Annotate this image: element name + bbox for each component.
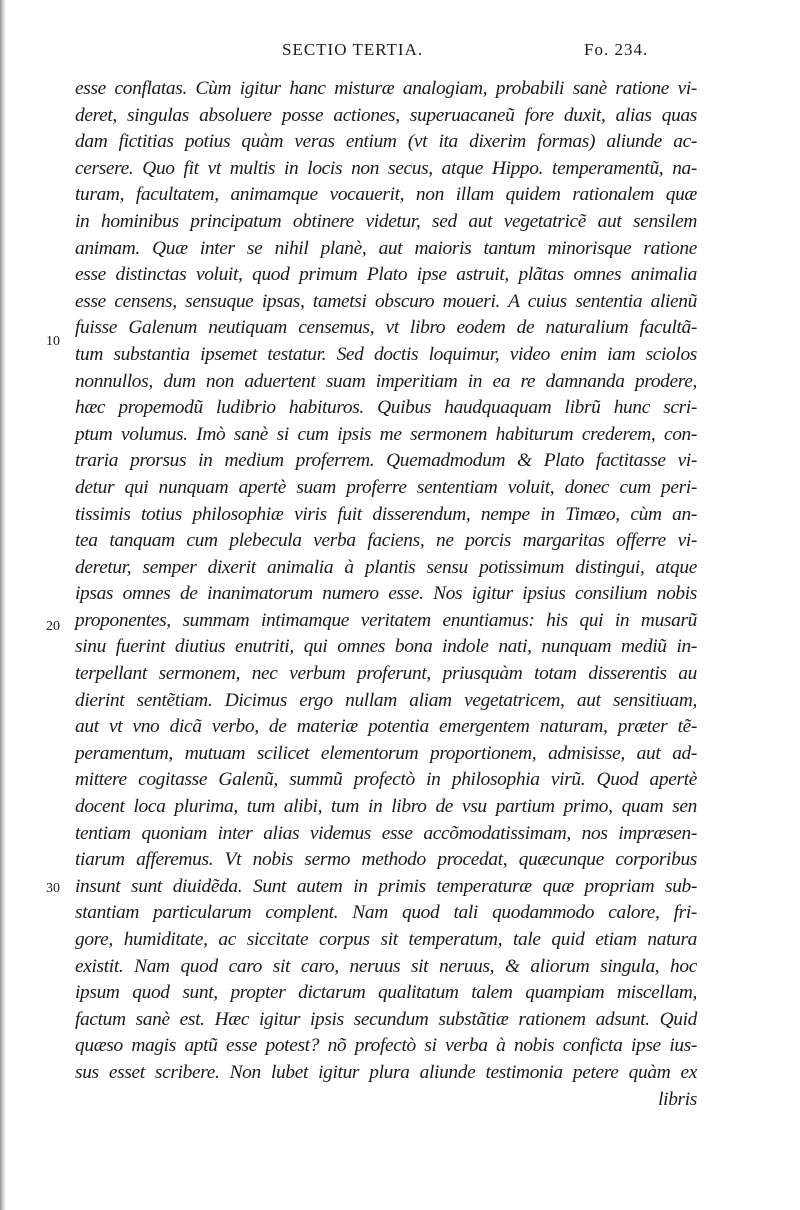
running-head: SECTIO TERTIA. — [282, 40, 424, 59]
text-line: esse distinctas voluit, quod primum Plato ipse astruit, plãtas omnes animalia — [75, 264, 697, 286]
text-line: hæc propemodũ ludibrio habituros. Quibus haudquaquam librũ hunc scri- — [75, 397, 697, 419]
text-line: factum sanè est. Hæc igitur ipsis secundum substãtiæ rationem adsunt. Quid — [75, 1008, 697, 1030]
text-line: tissimis totius philosophiæ viris fuit disserendum, nempe in Timæo, cùm an- — [75, 503, 697, 525]
text-line: nonnullos, dum non aduertent suam imperitiam in ea re damnanda prodere, — [75, 370, 697, 392]
text-line: ipsas omnes de inanimatorum numero esse. Nos igitur ipsius consilium nobis — [75, 583, 697, 605]
text-line: fuisse Galenum neutiquam censemus, vt libro eodem de naturalium facultã- — [75, 317, 697, 339]
catchword: libris — [658, 1088, 697, 1110]
text-line: insunt sunt diuidẽda. Sunt autem in primis temperaturæ quæ propriam sub- — [75, 875, 697, 897]
page-edge-shadow — [0, 0, 6, 1210]
text-line: tum substantia ipsemet testatur. Sed doctis loquimur, video enim iam sciolos — [75, 343, 697, 365]
text-line: tentiam quoniam inter alias videmus esse accõmodatissimam, nos impræsen- — [75, 822, 697, 844]
text-line: peramentum, mutuam scilicet elementorum proportionem, admisisse, aut ad- — [75, 742, 697, 764]
text-line: dierint sentẽtiam. Dicimus ergo nullam aliam vegetatricem, aut sensitiuam, — [75, 689, 697, 711]
text-line: cersere. Quo fit vt multis in locis non secus, atque Hippo. temperamentũ, na- — [75, 157, 697, 179]
text-line: sus esset scribere. Non lubet igitur plura aliunde testimonia petere quàm ex — [75, 1061, 697, 1083]
text-line: quæso magis aptũ esse potest? nõ profectò si verba à nobis conficta ipse ius- — [75, 1035, 697, 1057]
body-text — [75, 76, 697, 1113]
folio-number: Fo. 234. — [584, 40, 649, 59]
text-line: ptum volumus. Imò sanè si cum ipsis me sermonem habiturum crederem, con- — [75, 423, 697, 445]
text-line: docent loca plurima, tum alibi, tum in libro de vsu partium primo, quam sen — [75, 796, 697, 818]
text-line: animam. Quæ inter se nihil planè, aut maioris tantum minorisque ratione — [75, 237, 697, 259]
text-line: tea tanquam cum plebecula verba faciens, ne porcis margaritas offerre vi- — [75, 530, 697, 552]
margin-line-number-10: 10 — [46, 334, 60, 349]
text-line: turam, facultatem, animamque vocauerit, non illam quidem rationalem quæ — [75, 184, 697, 206]
text-line: dam fictitias potius quàm veras entium (vt ita dixerim formas) aliunde ac- — [75, 131, 697, 153]
text-line: detur qui nunquam apertè suam proferre sententiam voluit, donec cum peri- — [75, 476, 697, 498]
text-line: ipsum quod sunt, propter dictarum qualitatum talem quampiam miscellam, — [75, 982, 697, 1004]
margin-line-number-30: 30 — [46, 881, 60, 896]
text-line: traria prorsus in medium proferrem. Quemadmodum & Plato factitasse vi- — [75, 450, 697, 472]
text-line: deret, singulas absoluere posse actiones, superuacaneũ fore duxit, alias quas — [75, 104, 697, 126]
text-line: in hominibus principatum obtinere videtur, sed aut vegetatricẽ aut sensilem — [75, 210, 697, 232]
text-line: esse censens, sensuque ipsas, tametsi obscuro moueri. A cuius sententia alienũ — [75, 290, 697, 312]
text-line: mittere cogitasse Galenũ, summũ profectò in philosophia virũ. Quod apertè — [75, 769, 697, 791]
text-line: aut vt vno dicã verbo, de materiæ potentia emergentem naturam, præter tẽ- — [75, 716, 697, 738]
page-header — [272, 34, 692, 64]
text-line: proponentes, summam intimamque veritatem enuntiamus: his qui in musarũ — [75, 609, 697, 631]
text-line: terpellant sermonem, nec verbum proferunt, priusquàm totam disserentis au — [75, 663, 697, 685]
margin-line-number-20: 20 — [46, 619, 60, 634]
text-line: esse conflatas. Cùm igitur hanc misturæ analogiam, probabili sanè ratione vi- — [75, 78, 697, 99]
text-line: gore, humiditate, ac siccitate corpus sit temperatum, tale quid etiam natura — [75, 929, 697, 950]
text-line: deretur, semper dixerit animalia à plantis sensu potissimum distingui, atque — [75, 556, 697, 578]
text-line: sinu fuerint diutius enutriti, qui omnes bona indole nati, nunquam mediũ in- — [75, 636, 697, 658]
text-line: tiarum afferemus. Vt nobis sermo methodo procedat, quæcunque corporibus — [75, 849, 697, 871]
text-line: existit. Nam quod caro sit caro, neruus sit neruus, & aliorum singula, hoc — [75, 955, 697, 977]
text-line: stantiam particularum complent. Nam quod tali quodammodo calore, fri- — [75, 902, 697, 924]
